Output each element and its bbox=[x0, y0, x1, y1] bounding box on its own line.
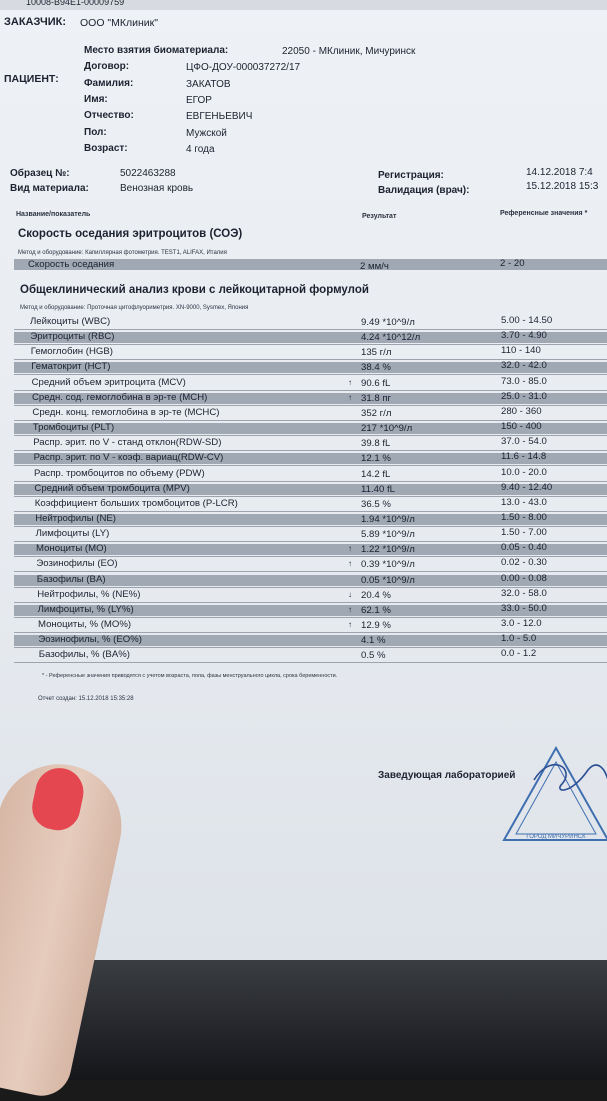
row-divider bbox=[14, 662, 607, 663]
customer-label: ЗАКАЗЧИК: bbox=[4, 16, 66, 28]
test-reference: 25.0 - 31.0 bbox=[501, 390, 547, 402]
test-result: 0.39 *10^9/л bbox=[361, 559, 415, 571]
test-name: Эозинофилы (EO) bbox=[36, 558, 118, 570]
test-name: Средн. сод. гемоглобина в эр-те (MCH) bbox=[32, 391, 208, 403]
customer-value: ООО "МКлиник" bbox=[80, 17, 158, 29]
test-result: 20.4 % bbox=[361, 589, 391, 601]
test-result: 12.9 % bbox=[361, 620, 391, 631]
info-value: ЗАКАТОВ bbox=[186, 78, 231, 90]
test-result: 4.1 % bbox=[361, 635, 386, 647]
test-reference: 0.00 - 0.08 bbox=[501, 572, 547, 584]
test-name: Гемоглобин (HGB) bbox=[30, 346, 113, 358]
test-result: 39.8 fL bbox=[361, 438, 391, 450]
test-result: 31.8 пг bbox=[361, 392, 392, 404]
test-reference: 32.0 - 58.0 bbox=[501, 587, 547, 599]
cbc-title: Общеклинический анализ крови с лейкоцитарной формулой bbox=[20, 284, 369, 296]
test-result: 5.89 *10^9/л bbox=[361, 529, 415, 541]
test-name: Моноциты, % (MO%) bbox=[38, 619, 132, 630]
test-name: Средний объем тромбоцита (MPV) bbox=[34, 482, 190, 494]
stamp-text: ГОРОД МИЧУРИНСК bbox=[526, 834, 586, 840]
test-result: 0.05 *10^9/л bbox=[361, 574, 415, 586]
top-code: 10008-B94E1-00009759 bbox=[26, 0, 125, 7]
test-reference: 110 - 140 bbox=[501, 345, 541, 357]
test-reference: 0.05 - 0.40 bbox=[501, 542, 547, 554]
test-name: Коэффициент больших тромбоцитов (P-LCR) bbox=[34, 497, 238, 509]
signature-label: Заведующая лабораторией bbox=[378, 770, 516, 781]
info-value: Мужской bbox=[186, 127, 227, 139]
column-header-name: Название/показатель bbox=[16, 211, 91, 218]
test-result: 11.40 fL bbox=[361, 483, 395, 495]
test-name: Базофилы (BA) bbox=[36, 573, 106, 585]
test-reference: 0.0 - 1.2 bbox=[501, 648, 537, 660]
test-name: Тромбоциты (PLT) bbox=[32, 422, 115, 434]
patient-label: ПАЦИЕНТ: bbox=[4, 73, 59, 85]
validation-label: Валидация (врач): bbox=[378, 185, 470, 196]
test-reference: 1.50 - 7.00 bbox=[501, 527, 547, 539]
test-reference: 1.0 - 5.0 bbox=[501, 633, 537, 645]
test-name: Распр. тромбоцитов по объему (PDW) bbox=[34, 467, 205, 479]
test-result: 90.6 fL bbox=[361, 377, 391, 389]
test-name: Лейкоциты (WBC) bbox=[30, 316, 111, 327]
report-created: Отчет создан: 15.12.2018 15:35:28 bbox=[38, 696, 134, 702]
material-value: Венозная кровь bbox=[120, 183, 194, 194]
test-result: 4.24 *10^12/л bbox=[361, 332, 421, 344]
test-reference: 73.0 - 85.0 bbox=[501, 375, 547, 387]
soe-title: Скорость оседания эритроцитов (СОЭ) bbox=[18, 228, 243, 240]
info-label: Пол: bbox=[84, 126, 107, 138]
test-name: Гематокрит (HCT) bbox=[31, 361, 111, 373]
test-result: 1.94 *10^9/л bbox=[361, 513, 415, 525]
test-result: 0.5 % bbox=[361, 650, 386, 662]
info-label: Место взятия биоматериала: bbox=[84, 45, 229, 56]
arrow-up-icon: ↑ bbox=[348, 392, 352, 402]
test-result: 12.1 % bbox=[361, 453, 391, 465]
info-label: Договор: bbox=[84, 61, 130, 73]
info-value: ЕГОР bbox=[186, 94, 212, 106]
soe-row-name: Скорость оседания bbox=[28, 259, 115, 270]
test-result: 352 г/л bbox=[361, 407, 392, 419]
validation-value: 15.12.2018 15:3 bbox=[526, 181, 599, 192]
test-name: Средний объем эритроцита (MCV) bbox=[31, 376, 186, 388]
test-name: Нейтрофилы, % (NE%) bbox=[37, 588, 141, 600]
test-reference: 11.6 - 14.8 bbox=[501, 451, 547, 463]
sample-label: Образец №: bbox=[10, 168, 70, 179]
test-result: 217 *10^9/л bbox=[361, 423, 413, 435]
test-reference: 1.50 - 8.00 bbox=[501, 511, 547, 523]
test-reference: 33.0 - 50.0 bbox=[501, 602, 547, 614]
test-result: 62.1 % bbox=[361, 604, 391, 616]
info-value: ЕВГЕНЬЕВИЧ bbox=[186, 111, 253, 123]
test-name: Лимфоциты (LY) bbox=[35, 528, 110, 540]
test-name: Лимфоциты, % (LY%) bbox=[37, 603, 134, 615]
arrow-down-icon: ↓ bbox=[348, 589, 352, 599]
info-value: 22050 - МКлиник, Мичуринск bbox=[282, 46, 416, 57]
registration-value: 14.12.2018 7:4 bbox=[526, 167, 593, 178]
test-name: Нейтрофилы (NE) bbox=[35, 512, 117, 524]
test-result: 1.22 *10^9/л bbox=[361, 544, 415, 556]
arrow-up-icon: ↑ bbox=[348, 377, 352, 387]
test-result: 135 г/л bbox=[361, 347, 392, 359]
test-result: 38.4 % bbox=[361, 362, 391, 374]
arrow-up-icon: ↑ bbox=[348, 559, 352, 569]
footnote: * - Референсные значения приводятся с учетом возраста, пола, фазы менструального цикла, срока беременности. bbox=[42, 673, 338, 679]
test-reference: 150 - 400 bbox=[501, 421, 542, 433]
test-reference: 0.02 - 0.30 bbox=[501, 557, 547, 569]
test-reference: 37.0 - 54.0 bbox=[501, 436, 547, 448]
test-result: 14.2 fL bbox=[361, 468, 391, 480]
arrow-up-icon: ↑ bbox=[348, 544, 352, 554]
test-name: Средн. конц. гемоглобина в эр-те (MCHC) bbox=[32, 406, 220, 418]
arrow-up-icon: ↑ bbox=[348, 620, 352, 629]
soe-method: Метод и оборудование: Капиллярная фотометрия. TEST1, ALIFAX, Италия bbox=[18, 250, 227, 256]
test-name: Моноциты (MO) bbox=[36, 543, 107, 555]
test-result: 36.5 % bbox=[361, 498, 391, 510]
info-label: Имя: bbox=[84, 93, 108, 105]
test-reference: 32.0 - 42.0 bbox=[501, 360, 547, 372]
test-reference: 280 - 360 bbox=[501, 405, 542, 417]
desk-background bbox=[0, 960, 607, 1080]
test-name: Эритроциты (RBC) bbox=[30, 331, 115, 343]
material-label: Вид материала: bbox=[10, 183, 89, 194]
test-reference: 10.0 - 20.0 bbox=[501, 466, 547, 478]
test-reference: 3.70 - 4.90 bbox=[501, 330, 547, 342]
registration-label: Регистрация: bbox=[378, 170, 444, 181]
test-reference: 9.40 - 12.40 bbox=[501, 481, 553, 493]
test-name: Распр. эрит. по V - коэф. вариац(RDW-CV) bbox=[33, 452, 224, 464]
column-header-ref: Референсные значения * bbox=[500, 210, 588, 217]
test-name: Эозинофилы, % (EO%) bbox=[38, 634, 142, 646]
soe-row-result: 2 мм/ч bbox=[360, 261, 389, 272]
test-reference: 13.0 - 43.0 bbox=[501, 496, 547, 508]
test-reference: 5.00 - 14.50 bbox=[501, 315, 553, 326]
info-value: ЦФО-ДОУ-000037272/17 bbox=[186, 62, 301, 74]
info-value: 4 года bbox=[186, 143, 215, 155]
test-name: Базофилы, % (BA%) bbox=[38, 649, 130, 661]
test-name: Распр. эрит. по V - станд отклон(RDW-SD) bbox=[33, 437, 222, 449]
column-header-result: Результат bbox=[362, 213, 397, 220]
test-reference: 3.0 - 12.0 bbox=[501, 618, 542, 629]
info-label: Фамилия: bbox=[84, 77, 134, 89]
lab-stamp-and-signature bbox=[496, 740, 607, 850]
info-label: Возраст: bbox=[84, 142, 128, 154]
arrow-up-icon: ↑ bbox=[348, 604, 352, 614]
soe-row-ref: 2 - 20 bbox=[500, 258, 525, 269]
cbc-method: Метод и оборудование: Проточная цитофлуориметрия. XN-9000, Sysmex, Япония bbox=[20, 305, 249, 311]
sample-value: 5022463288 bbox=[120, 168, 176, 179]
test-result: 9.49 *10^9/л bbox=[361, 317, 415, 328]
info-label: Отчество: bbox=[84, 110, 134, 122]
